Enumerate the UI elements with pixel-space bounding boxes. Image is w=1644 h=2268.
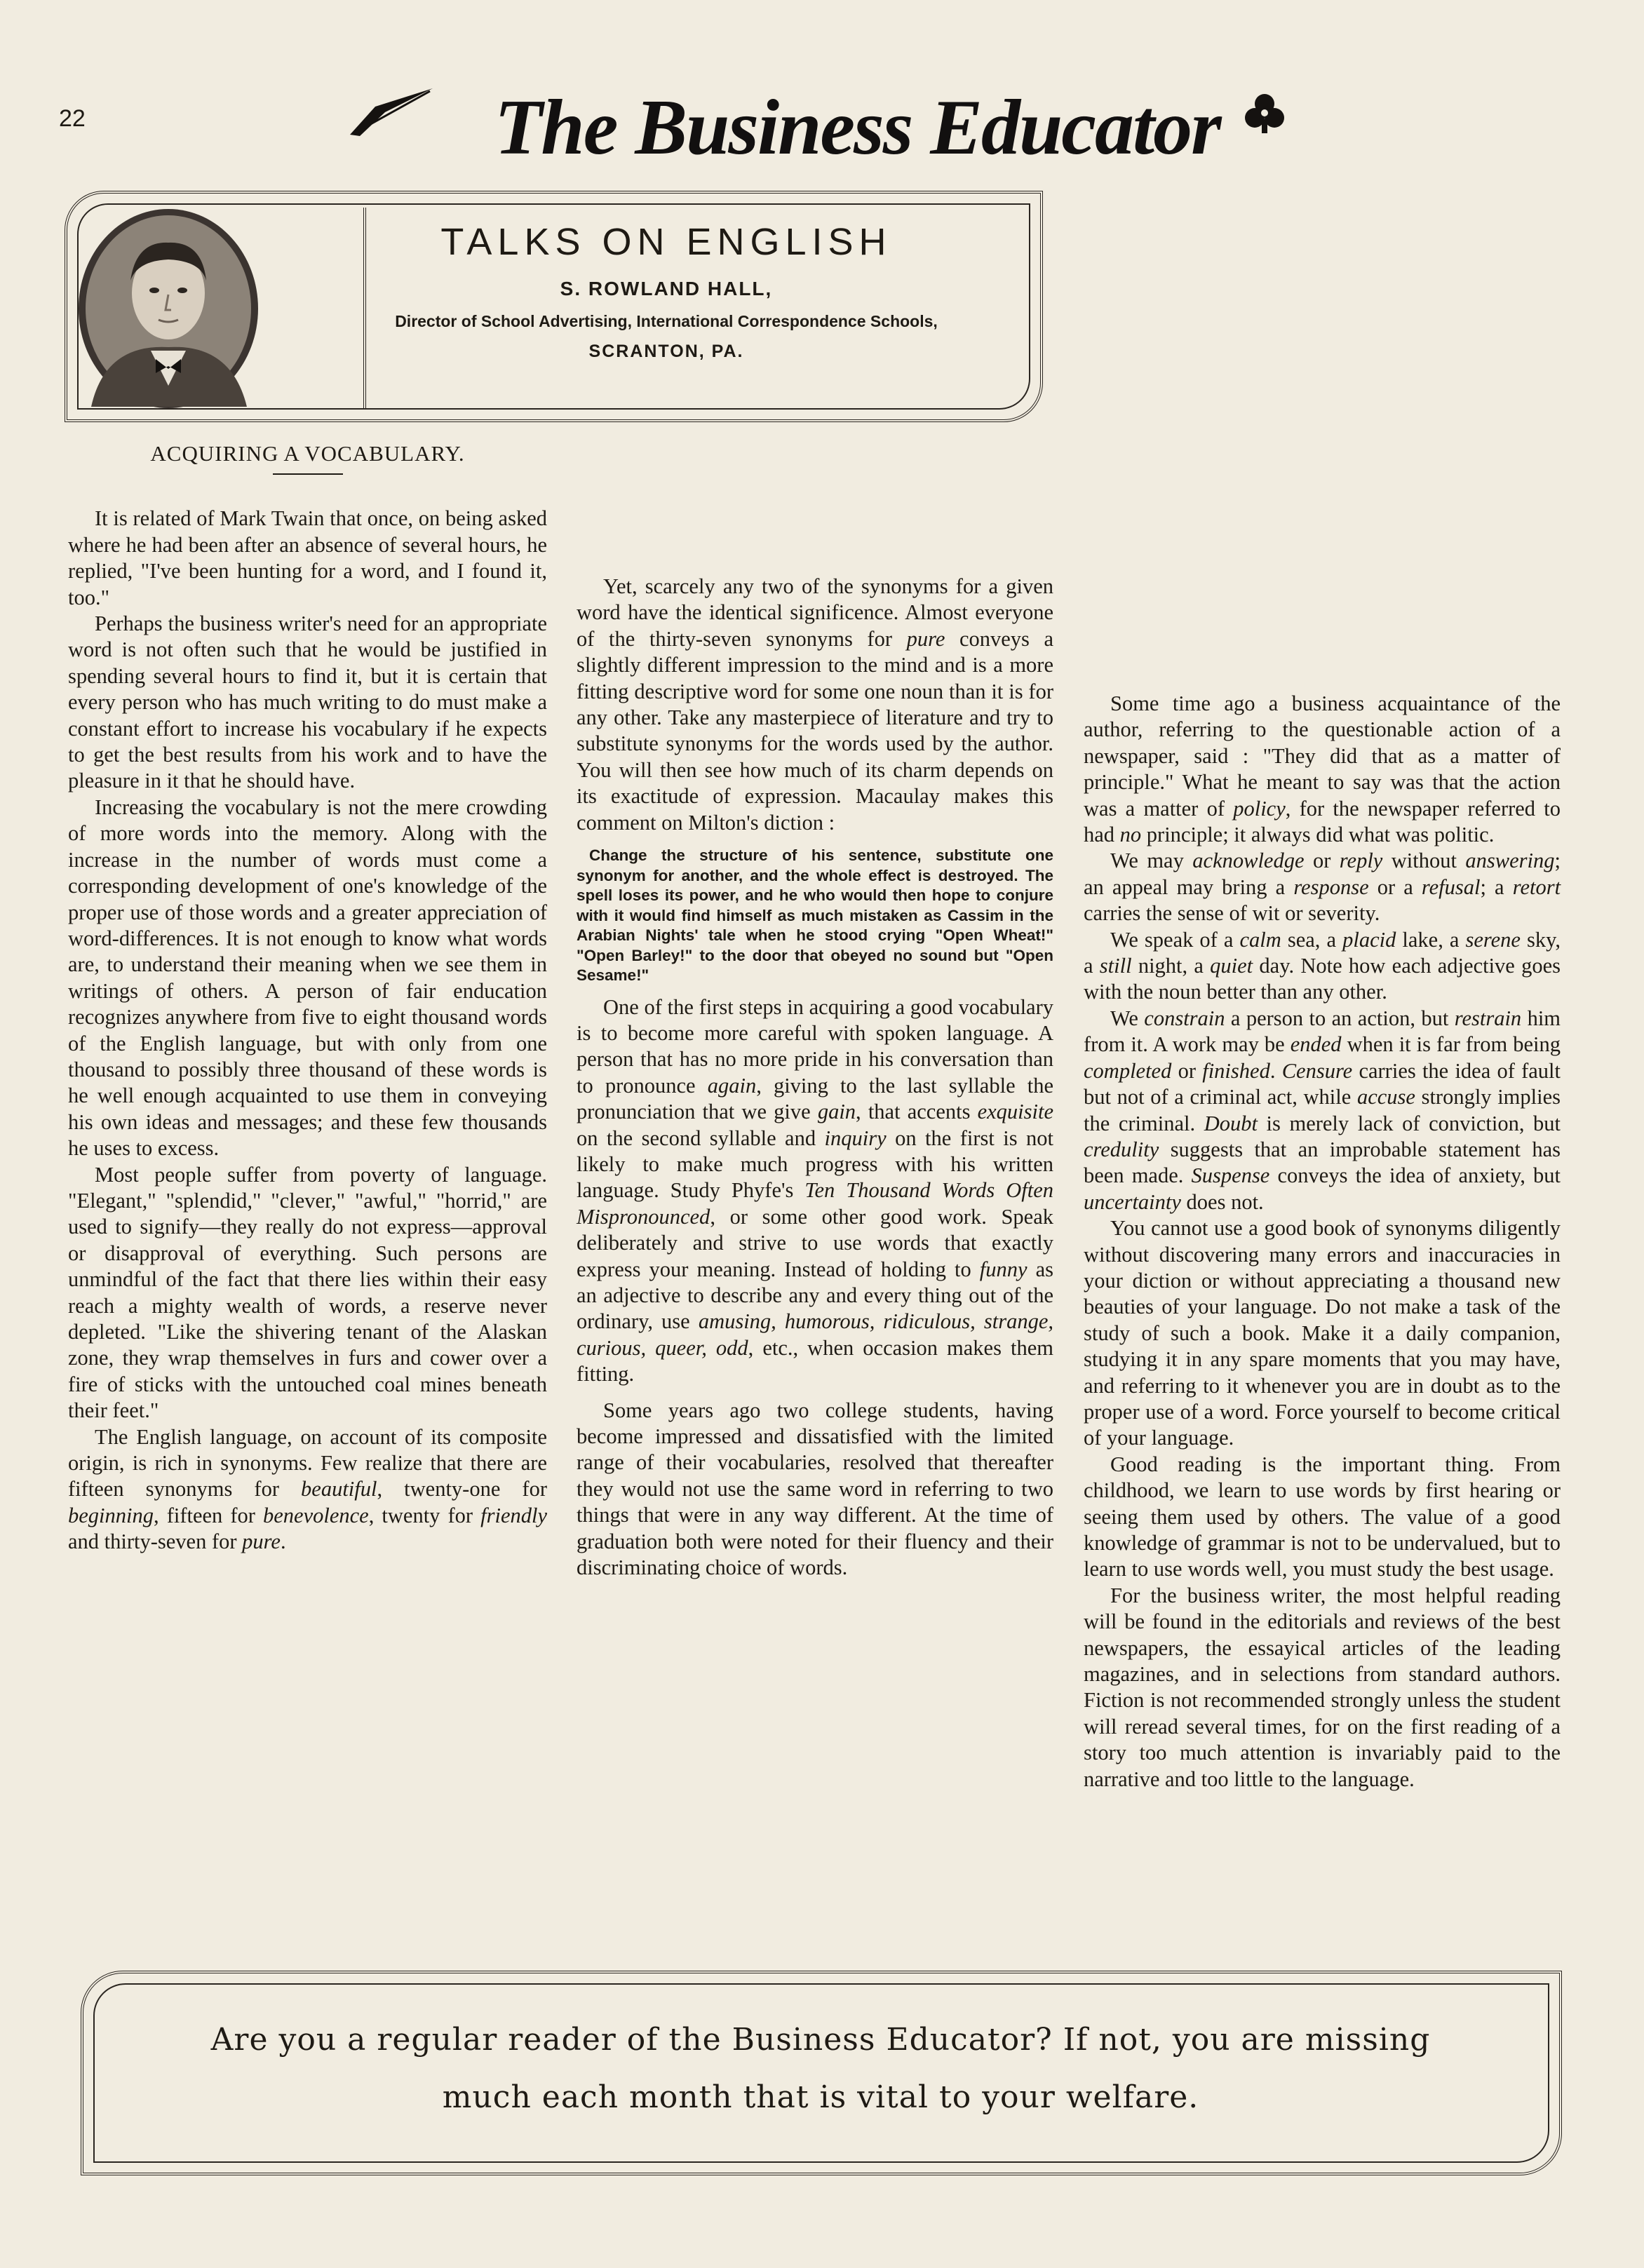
article-heading: ACQUIRING A VOCABULARY. (150, 441, 465, 466)
article-column-1 (68, 440, 547, 1555)
page-number: 22 (59, 105, 86, 132)
paragraph: You cannot use a good book of synonyms diligently without discovering many errors and inaccuracies in your diction or without appreciating a thousand new beauties of your language. Do not make a task of the study of such a book. Make it a daily companion, studying it in any spare moments that you may have, and referring to it whenever you are in doubt as to the proper use of a word. Force yourself to become critical of your language. (1084, 1216, 1561, 1450)
footer-line-1: Are you a regular reader of the Business Educator? If not, you are missing (210, 2022, 1431, 2058)
paragraph: Good reading is the important thing. From childhood, we learn to use words by first hearing or seeing them used by others. The value of a good knowledge of grammar is not to be undervalued, but to learn to use words well, you must study the best usage. (1084, 1452, 1561, 1581)
paragraph: Increasing the vocabulary is not the mere crowding of more words into the memory. Along with the increase in the number of words must come a corresponding development of one's knowledge of the proper use of those words and a greater appreciation of word-differences. It is not enough to know what words are, to understand their meaning when we see them in writings of others. A person of fair enducation recognizes anywhere from five to eight thousand words of the English language, but with only from one thousand to possibly three thousand of these words is he well enough acquainted to use them in conveying his own ideas and messages; and these few thousands he uses to excess. (68, 795, 547, 1161)
footer-message (112, 2011, 1529, 2126)
paragraph: Most people suffer from poverty of language. "Elegant," "splendid," "clever," "awful," "horrid," are used to signify—they really do not express—approval or disapproval of everything. Such persons are unmindful of the fact that there lies within their easy reach a mighty wealth of words, a reserve never depleted. "Like the shivering tenant of the Alaskan zone, they wrap themselves in furs and cower over a fire of sticks with the untouched coal mines beneath their feet." (68, 1162, 547, 1423)
article-series-title: TALKS ON ENGLISH (440, 221, 892, 263)
paragraph: We speak of a calm sea, a placid lake, a serene sky, a still night, a quiet day. Note how each adjective goes with the noun better than any other. (1084, 927, 1561, 1004)
quill-pen-icon (347, 83, 438, 139)
paragraph: One of the first steps in acquiring a good vocabulary is to become more careful with spoken language. A person that has no more pride in his conversation than to pronounce again, giving to the last syllable the pronunciation that we give gain, that accents exquisite on the second syllable and inquiry on the first is not likely to make much progress with his written language. Study Phyfe's Ten Thousand Words Often Mispronounced, or some other good work. Speak deliberately and strive to use words that exactly express your meaning. Instead of holding to funny as an adjective to describe any and every thing out of the ordinary, use amusing, humorous, ridiculous, strange, curious, queer, odd, etc., when occasion makes them fitting. (577, 994, 1054, 1386)
paragraph: Some time ago a business acquaintance of the author, referring to the questionable action of a newspaper, said : "They did that as a matter of principle." What he meant to say was that the action was a matter of policy, for the newspaper referred to had no principle; it always did what was politic. (1084, 691, 1561, 847)
article-column-3 (1084, 691, 1561, 1793)
paragraph: The English language, on account of its composite origin, is rich in synonyms. Few realize that there are fifteen synonyms for beautiful, twenty-one for beginning, fifteen for benevolence, twenty for friendly and thirty-seven for pure. (68, 1424, 548, 1554)
author-role: Director of School Advertising, International Correspondence Schools, (395, 312, 938, 330)
paragraph: It is related of Mark Twain that once, on being asked where he had been after an absence of several hours, he replied, "I've been hunting for a word, and I found it, too." (68, 506, 547, 609)
paragraph: Yet, scarcely any two of the synonyms for a given word have the identical significence. Almost everyone of the thirty-seven synonyms for pure conveys a slightly different impression to the mind and is a more fitting descriptive word for some one noun than it is for any other. Take any masterpiece of literature and try to substitute synonyms for the words used by the author. You will then see how much of its charm depends on its exactitude of expression. Macaulay makes this comment on Milton's diction : (577, 574, 1054, 835)
paragraph: We may acknowledge or reply without answering; an appeal may bring a response or a refusal; a retort carries the sense of wit or severity. (1084, 849, 1561, 926)
block-quote: Change the structure of his sentence, substitute one synonym for another, and the whole effect is destroyed. The spell loses its power, and he who would then hope to conjure with it would find himself as much mistaken as Cassim in the Arabian Nights' tale when he stood crying "Open Wheat!" "Open Barley!" to the door that obeyed no sound but "Open Sesame!" (577, 846, 1053, 985)
heading-rule (273, 473, 343, 475)
masthead-title: The Business Educator (494, 84, 1220, 171)
author-name: S. ROWLAND HALL, (560, 278, 773, 299)
paragraph: For the business writer, the most helpful reading will be found in the editorials and reviews of the best newspapers, the essayical articles of the leading magazines, and in selections from standard authors. Fiction is not recommended strongly unless the student will reread several times, for on the first reading of a story too much attention is invariably paid to the narrative and too little to the language. (1084, 1583, 1561, 1791)
article-column-2-body (577, 574, 1053, 1581)
footer-line-2: much each month that is vital to your welfare. (442, 2079, 1199, 2115)
paragraph: Perhaps the business writer's need for an appropriate word is not often such that he would be justified in spending several hours to find it, but it is certain that every person who has much writing to do must make a constant effort to increase his vocabulary if he expects to get the best results from his work and to have the pleasure in it that he should have. (68, 612, 547, 793)
paragraph: We constrain a person to an action, but restrain him from it. A work may be ended when it is far from being completed or finished. Censure carries the idea of fault but not of a criminal act, while accuse strongly implies the criminal. Doubt is merely lack of conviction, but credulity suggests that an improbable statement has been made. Suspense conveys the idea of anxiety, but uncertainty does not. (1084, 1006, 1561, 1214)
ornament-icon (1243, 91, 1286, 135)
author-location: SCRANTON, PA. (588, 342, 744, 361)
paragraph: Some years ago two college students, having become impressed and dissatisfied with the limited range of their vocabularies, resolved that thereafter they would not use the same word in referring to two things that were in any way different. At the time of graduation both were noted for their fluency and their discriminating choice of words. (577, 1398, 1053, 1580)
title-block (302, 203, 1031, 362)
